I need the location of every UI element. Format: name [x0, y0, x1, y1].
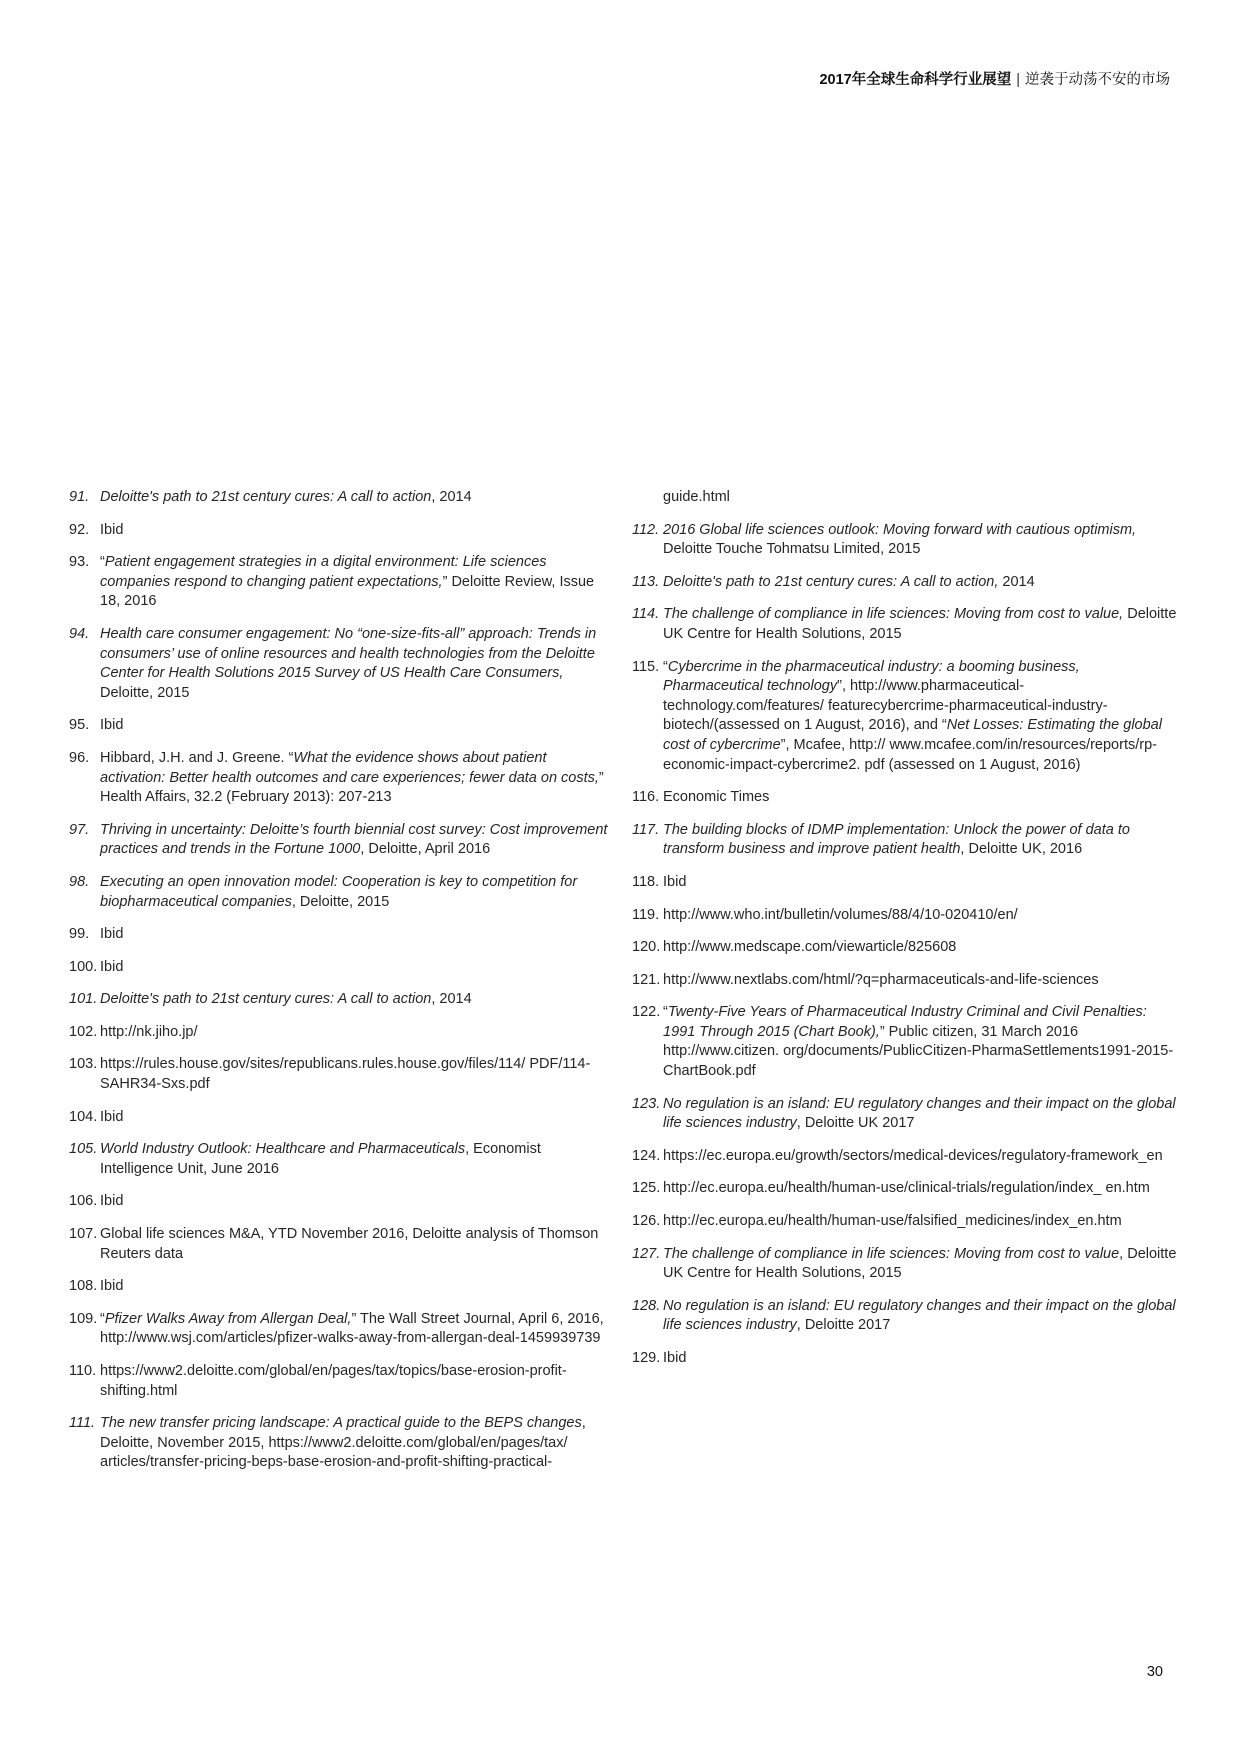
- running-header: [819, 68, 1170, 89]
- endnote-text-segment: Deloitte's path to 21st century cures: A call to action: [100, 489, 432, 505]
- endnote-number: 126.: [632, 1213, 661, 1230]
- header-subtitle: 逆袭于动荡不安的市场: [1025, 72, 1170, 88]
- endnote-number: 103.: [69, 1056, 98, 1073]
- endnote-text-segment: , Deloitte UK, 2016: [960, 841, 1083, 858]
- endnote-text-segment: , Economist Intelligence Unit, June 2016: [100, 1141, 541, 1177]
- endnote-number: 121.: [632, 971, 661, 988]
- endnote-number: 99.: [69, 926, 90, 943]
- page-number: 30: [1146, 1664, 1163, 1680]
- endnote-text-segment: ”, http://www.pharmaceutical-technology.com/features/ featurecybercrime-pharmaceutical-industry-biotech/(assessed on 1 August, 2016), and “: [663, 678, 1108, 734]
- header-separator: |: [1016, 72, 1020, 88]
- endnote-text-segment: , Deloitte, November 2015, https://www2.deloitte.com/global/en/pages/tax/ articles/transfer-pricing-beps-base-erosion-and-profit-shifting-practical-: [100, 1415, 586, 1471]
- endnote-text-segment: No regulation is an island: EU regulatory changes and their impact on the global life sciences industry: [663, 1095, 1176, 1132]
- endnote-number: 117.: [632, 821, 660, 838]
- endnote-number: 102.: [69, 1023, 98, 1040]
- endnote-text-segment: ” The Wall Street Journal, April 6, 2016, http://www.wsj.com/articles/pfizer-walks-away-from-allergan-deal-1459939739: [100, 1310, 604, 1347]
- endnote-text-segment: Deloitte Touche Tohmatsu Limited, 2015: [663, 541, 921, 558]
- endnote-number: 124.: [632, 1147, 661, 1164]
- endnote-text-segment: Deloitte, 2015: [100, 684, 190, 701]
- endnote-text-segment: “: [663, 1004, 668, 1021]
- endnote-item: [632, 658, 1182, 776]
- endnote-item: [69, 1310, 614, 1349]
- endnote-text-segment: , Deloitte, April 2016: [360, 841, 491, 858]
- endnote-text-segment: The new transfer pricing landscape: A practical guide to the BEPS changes: [100, 1415, 582, 1432]
- endnote-text-segment: Ibid: [100, 926, 124, 943]
- endnote-text-segment: Ibid: [100, 717, 124, 734]
- endnote-text-segment: Patient engagement strategies in a digital environment: Life sciences companies respond to changing patient expectations,: [100, 554, 547, 590]
- endnote-item: [69, 1192, 614, 1212]
- endnote-text-segment: “: [663, 658, 668, 675]
- endnote-text-segment: The challenge of compliance in life sciences: Moving from cost to value,: [663, 606, 1124, 623]
- endnote-number: 105.: [69, 1141, 98, 1158]
- endnote-item: [632, 1003, 1182, 1081]
- endnote-number: 114.: [632, 606, 660, 623]
- endnote-text-segment: ” Public citizen, 31 March 2016 http://www.citizen. org/documents/PublicCitizen-PharmaSettlements1991-2015-ChartBook.pdf: [663, 1023, 1174, 1080]
- endnote-item: [69, 925, 614, 945]
- endnote-text-segment: http://www.medscape.com/viewarticle/825608: [663, 939, 957, 956]
- endnote-text-segment: , Deloitte UK Centre for Health Solutions, 2015: [663, 1245, 1177, 1282]
- endnote-text-segment: Net Losses: Estimating the global cost of cybercrime: [663, 717, 1162, 753]
- endnote-text-segment: Health care consumer engagement: No “one-size-fits-all” approach: Trends in consumers’ use of online resources and health technologies from the Deloitte Center for Health Solutions 2015 Survey of US Health Care Consumers,: [100, 625, 597, 682]
- endnote-number: 95.: [69, 717, 90, 734]
- endnote-item: [632, 1349, 1182, 1369]
- endnote-number: 118.: [632, 873, 660, 890]
- endnote-item: [69, 1277, 614, 1297]
- endnote-text-segment: ” Health Affairs, 32.2 (February 2013): 207-213: [100, 769, 604, 806]
- endnote-text-segment: Executing an open innovation model: Cooperation is key to competition for biopharmaceutical companies: [100, 873, 578, 910]
- endnotes-left-column: [69, 488, 614, 1486]
- endnote-item: [632, 521, 1182, 560]
- endnote-item: [632, 971, 1182, 991]
- endnote-number: 119.: [632, 906, 660, 923]
- endnote-item: [632, 605, 1182, 644]
- endnote-text-segment: World Industry Outlook: Healthcare and Pharmaceuticals: [100, 1141, 466, 1158]
- endnote-item: [69, 1023, 614, 1043]
- endnote-number: 107.: [69, 1226, 98, 1243]
- endnote-text-segment: Ibid: [100, 521, 124, 538]
- endnote-text-segment: Ibid: [663, 873, 687, 890]
- endnote-item: [69, 1140, 614, 1179]
- endnote-item: [69, 873, 614, 912]
- endnote-item: [69, 1225, 614, 1264]
- endnote-number: 110.: [69, 1363, 97, 1379]
- endnote-item: [632, 1095, 1182, 1134]
- endnote-item: [632, 821, 1182, 860]
- endnote-text-segment: Thriving in uncertainty: Deloitte’s fourth biennial cost survey: Cost improvement practices and trends in the Fortune 1000: [100, 821, 608, 858]
- endnote-number: 108.: [69, 1278, 98, 1295]
- endnote-text-segment: https://rules.house.gov/sites/republicans.rules.house.gov/files/114/ PDF/114-SAHR34-Sxs.pdf: [100, 1056, 591, 1093]
- endnote-text-segment: The building blocks of IDMP implementation: Unlock the power of data to transform business and improve patient health: [663, 821, 1130, 858]
- endnote-number: 101.: [69, 991, 98, 1008]
- endnote-number: 100.: [69, 958, 98, 975]
- endnote-text-segment: , Deloitte UK 2017: [796, 1115, 915, 1132]
- endnote-text-segment: Twenty-Five Years of Pharmaceutical Industry Criminal and Civil Penalties: 1991 Through 2015 (Chart Book),: [663, 1004, 1147, 1040]
- endnote-number: 127.: [632, 1245, 661, 1262]
- endnote-text-segment: , Deloitte, 2015: [291, 893, 390, 910]
- endnote-text-segment: http://www.nextlabs.com/html/?q=pharmaceuticals-and-life-sciences: [663, 971, 1099, 988]
- endnote-number: 122.: [632, 1004, 661, 1021]
- endnote-item: [69, 749, 614, 808]
- endnote-item: [69, 1362, 614, 1401]
- endnote-text-segment: Cybercrime in the pharmaceutical industry: a booming business, Pharmaceutical technology: [663, 658, 1080, 695]
- endnote-text-segment: Global life sciences M&A, YTD November 2016, Deloitte analysis of Thomson Reuters data: [100, 1226, 599, 1262]
- endnote-item: [69, 821, 614, 860]
- endnote-text-segment: Ibid: [663, 1350, 687, 1366]
- endnote-item: [69, 958, 614, 978]
- endnote-number: 115.: [632, 658, 660, 675]
- endnote-item: [632, 1179, 1182, 1199]
- endnote-item: [69, 553, 614, 612]
- endnote-number: 91.: [69, 489, 90, 505]
- endnote-text-segment: http://ec.europa.eu/health/human-use/clinical-trials/regulation/index_ en.htm: [663, 1180, 1150, 1197]
- endnote-item: [69, 1108, 614, 1128]
- endnote-item: [632, 788, 1182, 808]
- endnote-item: [632, 1212, 1182, 1232]
- endnote-text-segment: Ibid: [100, 1278, 124, 1295]
- endnote-number: 93.: [69, 554, 90, 571]
- endnote-number: 120.: [632, 939, 661, 956]
- endnote-continuation: guide.html: [663, 489, 730, 505]
- endnote-number: 97.: [69, 821, 90, 838]
- endnote-item: [69, 521, 614, 541]
- endnote-text-segment: , Deloitte 2017: [796, 1317, 891, 1334]
- endnote-item: [69, 625, 614, 703]
- endnote-item: [632, 1147, 1182, 1167]
- endnote-item: [632, 1245, 1182, 1284]
- endnote-number: 94.: [69, 625, 90, 642]
- endnote-number: 109.: [69, 1310, 98, 1327]
- endnote-number: 96.: [69, 749, 90, 766]
- endnote-number: 98.: [69, 873, 90, 890]
- endnote-item: [632, 906, 1182, 926]
- header-title: 2017年全球生命科学行业展望: [819, 72, 1012, 88]
- endnote-text-segment: Ibid: [100, 1108, 124, 1125]
- endnote-item: [69, 990, 614, 1010]
- endnote-text-segment: Pfizer Walks Away from Allergan Deal,: [104, 1310, 352, 1327]
- endnote-number: 123.: [632, 1095, 661, 1112]
- endnote-text-segment: https://ec.europa.eu/growth/sectors/medical-devices/regulatory-framework_en: [663, 1147, 1163, 1164]
- endnote-item: [69, 716, 614, 736]
- endnote-text-segment: Ibid: [100, 958, 124, 975]
- endnote-text-segment: , 2014: [431, 489, 472, 505]
- endnote-item: [632, 938, 1182, 958]
- endnote-item: [69, 488, 614, 508]
- endnote-text-segment: https://www2.deloitte.com/global/en/pages/tax/topics/base-erosion-profit-shifting.html: [100, 1363, 567, 1399]
- endnote-text-segment: , 2014: [431, 991, 472, 1008]
- endnote-text-segment: http://www.who.int/bulletin/volumes/88/4/10-020410/en/: [663, 906, 1018, 923]
- endnote-number: 116.: [632, 789, 660, 806]
- endnote-number: 113.: [632, 573, 660, 590]
- endnote-item: [632, 873, 1182, 893]
- endnote-number: 112.: [632, 521, 660, 538]
- endnote-number: 128.: [632, 1297, 661, 1314]
- endnote-text-segment: Deloitte's path to 21st century cures: A call to action: [100, 991, 432, 1008]
- endnote-number: 129.: [632, 1350, 661, 1366]
- endnote-item: [632, 573, 1182, 593]
- endnote-number: 106.: [69, 1193, 98, 1210]
- endnote-text-segment: Hibbard, J.H. and J. Greene. “: [100, 749, 294, 766]
- endnote-text-segment: 2016 Global life sciences outlook: Moving forward with cautious optimism,: [663, 521, 1137, 538]
- endnote-item: [69, 1414, 614, 1473]
- endnote-text-segment: Economic Times: [663, 789, 770, 806]
- endnote-text-segment: ”, Mcafee, http:// www.mcafee.com/in/resources/reports/rp-economic-impact-cybercrime2. pdf (assessed on 1 August, 2016): [663, 736, 1157, 773]
- endnote-text-segment: “: [100, 1310, 105, 1327]
- endnote-text-segment: Ibid: [100, 1193, 124, 1210]
- endnote-text-segment: http://ec.europa.eu/health/human-use/falsified_medicines/index_en.htm: [663, 1213, 1122, 1230]
- endnote-text-segment: ” Deloitte Review, Issue 18, 2016: [100, 573, 595, 610]
- endnote-number: 92.: [69, 521, 90, 538]
- endnote-text-segment: Deloitte's path to 21st century cures: A call to action,: [663, 573, 999, 590]
- endnotes-right-column: [632, 488, 1182, 1382]
- endnote-text-segment: The challenge of compliance in life sciences: Moving from cost to value: [663, 1245, 1120, 1262]
- endnote-text-segment: http://nk.jiho.jp/: [100, 1023, 198, 1040]
- endnote-number: 104.: [69, 1108, 98, 1125]
- endnote-text-segment: “: [100, 554, 105, 571]
- endnote-text-segment: No regulation is an island: EU regulatory changes and their impact on the global life sciences industry: [663, 1297, 1176, 1334]
- endnote-text-segment: 2014: [998, 573, 1035, 590]
- endnote-item: [69, 1055, 614, 1094]
- endnote-number: 111.: [69, 1415, 96, 1432]
- endnote-item: [632, 1297, 1182, 1336]
- endnote-text-segment: Deloitte UK Centre for Health Solutions, 2015: [663, 606, 1177, 642]
- endnote-text-segment: What the evidence shows about patient activation: Better health outcomes and care experiences; fewer data on costs,: [100, 749, 599, 786]
- endnote-number: 125.: [632, 1180, 661, 1197]
